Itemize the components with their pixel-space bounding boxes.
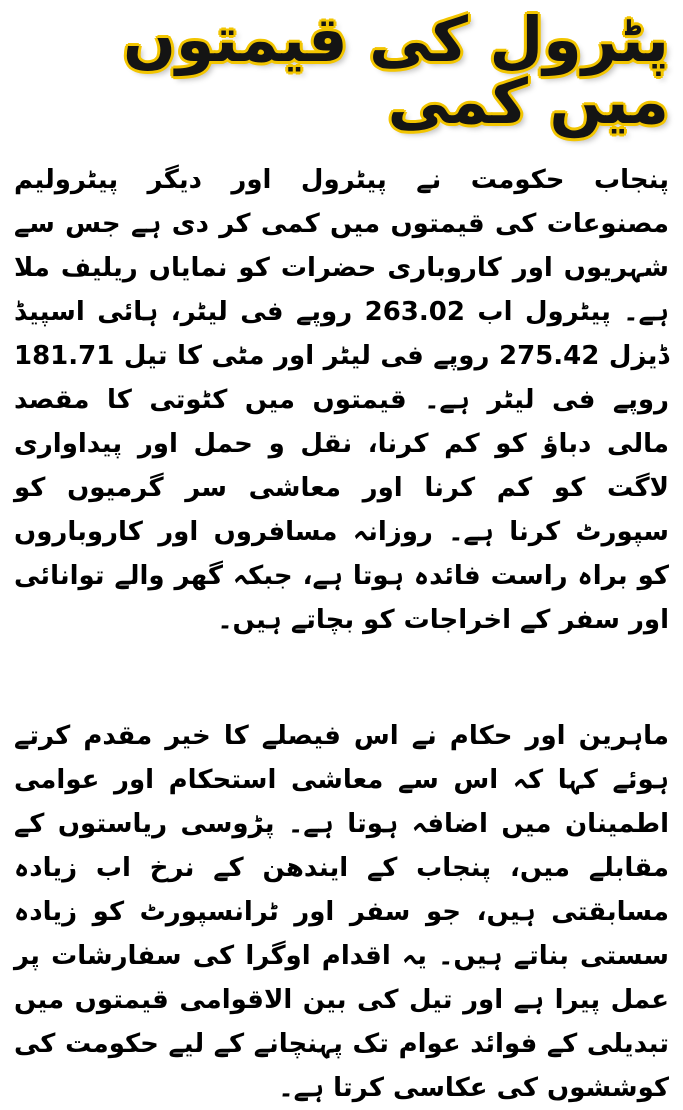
paragraph-1: پنجاب حکومت نے پیٹرول اور دیگر پیٹرولیم مصنوعات کی قیمتوں میں کمی کر دی ہے جس سے شہریوں اور کاروباری حضرات کو نمایاں ریلیف ملا ہے۔ پیٹرول اب 263.02 روپے فی لیٹر، ہائی اسپیڈ ڈیزل 275.42 روپے فی لیٹر اور مٹی کا تیل 181.71 روپے فی لیٹر ہے۔ قیمتوں میں کٹوتی کا مقصد مالی دباؤ کو کم کرنا، نقل و حمل اور پیداواری لاگت کو کم کرنا اور معاشی سر گرمیوں کو سپورٹ کرنا ہے۔ روزانہ مسافروں اور کاروباروں کو براہ راست فائدہ ہوتا ہے، جبکہ گھر والے توانائی اور سفر کے اخراجات کو بچاتے ہیں۔ — [14, 165, 669, 635]
paragraph-2: ماہرین اور حکام نے اس فیصلے کا خیر مقدم کرتے ہوئے کہا کہ اس سے معاشی استحکام اور عوامی اطمینان میں اضافہ ہوتا ہے۔ پڑوسی ریاستوں کے مقابلے میں، پنجاب کے ایندھن کے نرخ اب زیادہ مسابقتی ہیں، جو سفر اور ٹرانسپورٹ کو زیادہ سستی بناتے ہیں۔ یہ اقدام اوگرا کی سفارشات پر عمل پیرا ہے اور تیل کی بین الاقوامی قیمتوں میں تبدیلی کے فوائد عوام تک پہنچانے کے لیے حکومت کی کوششوں کی عکاسی کرتا ہے۔ — [14, 721, 669, 1103]
headline: پٹرول کی قیمتوں میں کمی — [122, 3, 669, 138]
paragraph-spacer — [14, 642, 669, 714]
